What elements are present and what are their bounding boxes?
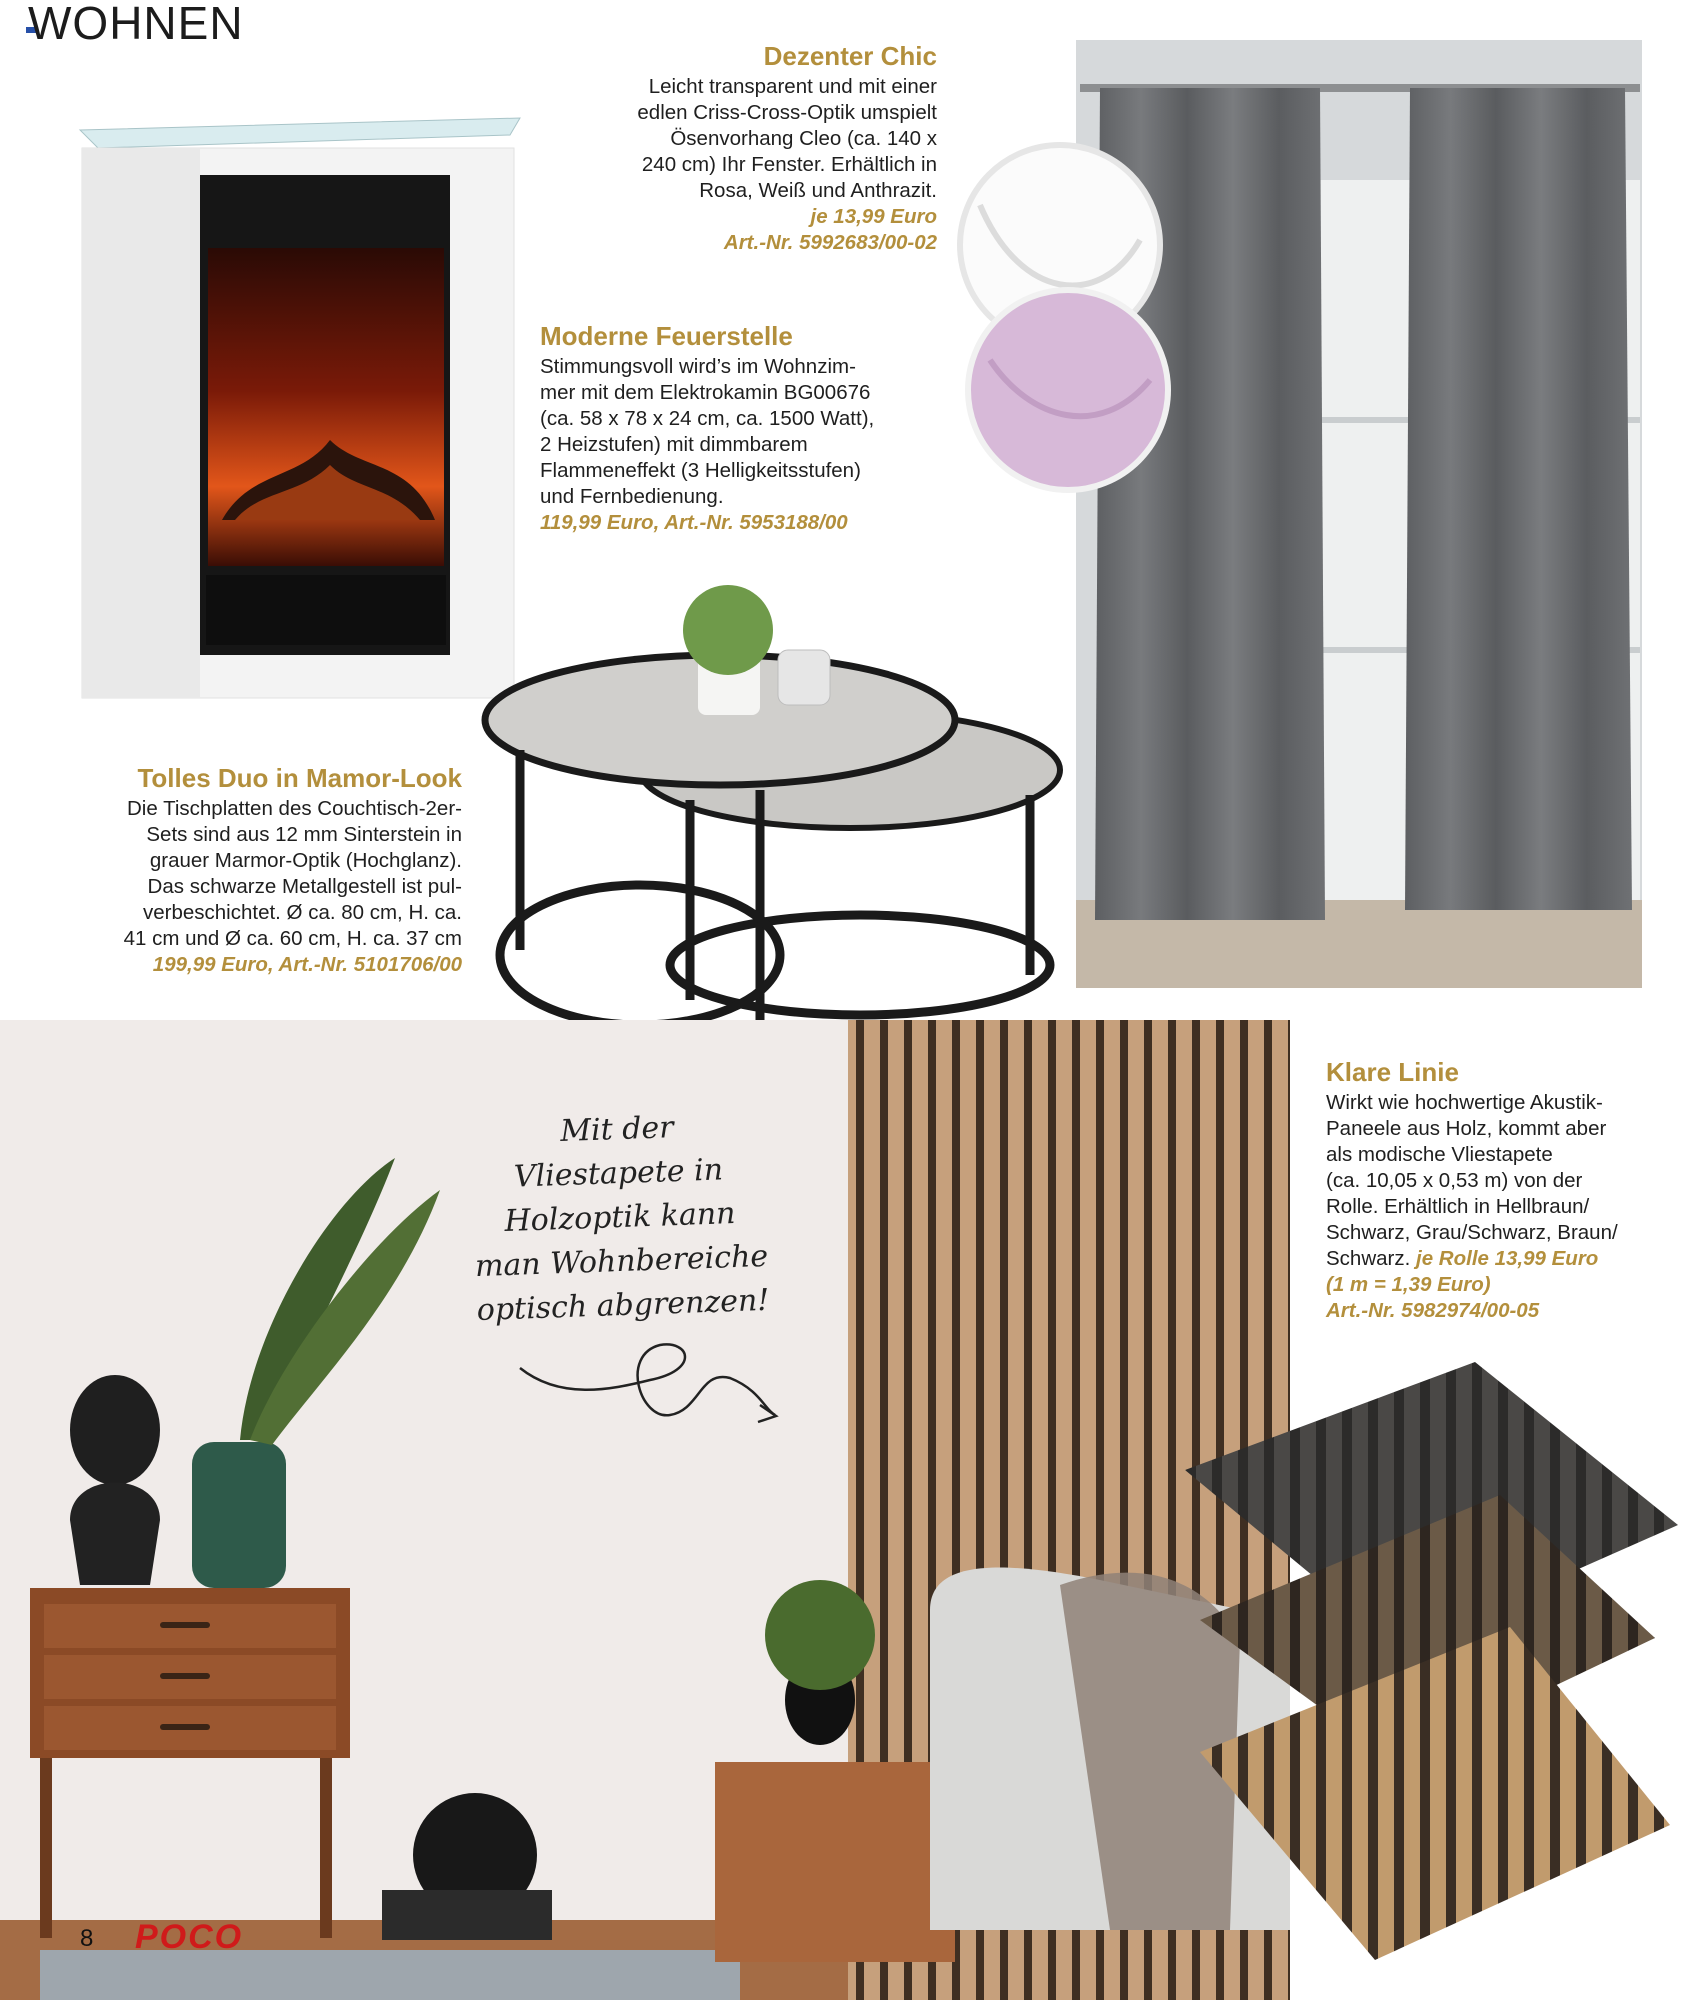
text-line: Flammeneffekt (3 Helligkeitsstufen) [540,459,861,482]
note-line: optisch abgrenzen! [476,1282,770,1329]
page-number: 8 [80,1925,94,1952]
price: je 13,99 Euro [810,205,937,228]
moderne-feuerstelle-block [540,320,960,536]
text-line: Rolle. Erhältlich in Hellbraun/ [1326,1195,1590,1218]
text-line-mixed [1326,1246,1666,1272]
price: 199,99 Euro, Art.-Nr. 5101706/00 [152,953,462,976]
article-number: Art.-Nr. 5982974/00-05 [1326,1299,1540,1322]
klare-linie-block [1326,1056,1666,1324]
text-line: mer mit dem Elektrokamin BG00676 [540,381,871,404]
text-line: verbeschichtet. Ø ca. 80 cm, H. ca. [142,901,462,924]
handwritten-note [451,1102,788,1333]
tolles-duo-block [70,762,462,978]
text-line: (ca. 58 x 78 x 24 cm, ca. 1500 Watt), [540,407,875,430]
block-title: Tolles Duo in Mamor-Look [137,763,462,793]
price: je Rolle 13,99 Euro [1416,1247,1599,1270]
brand-logo: POCO [135,1918,244,1956]
dezenter-chic-block [555,40,937,256]
note-line: Mit der [559,1110,675,1150]
text-line: Schwarz, Grau/Schwarz, Braun/ [1326,1221,1618,1244]
section-title: WOHNEN [28,0,244,49]
article-number: Art.-Nr. 5992683/00-02 [723,231,937,254]
text-line: Das schwarze Metallgestell ist pul- [147,875,462,898]
block-title: Dezenter Chic [763,41,937,71]
note-line: Vliestapete in [513,1152,724,1195]
text-line: 2 Heizstufen) mit dimmbarem [540,433,808,456]
text-line: 240 cm) Ihr Fenster. Erhältlich in [641,153,937,176]
note-line: Holzoptik kann [503,1195,737,1240]
text-fragment: Schwarz. [1326,1247,1411,1270]
text-line: und Fernbedienung. [540,485,724,508]
text-line: edlen Criss-Cross-Optik umspielt [637,101,937,124]
unit-price: (1 m = 1,39 Euro) [1326,1273,1491,1296]
curtain-image [960,40,1642,988]
text-line: 41 cm und Ø ca. 60 cm, H. ca. 37 cm [123,927,462,950]
text-line: grauer Marmor-Optik (Hochglanz). [149,849,462,872]
text-line: Stimmungsvoll wird’s im Wohnzim- [540,355,856,378]
text-line: Rosa, Weiß und Anthrazit. [699,179,937,202]
block-title: Klare Linie [1326,1057,1459,1087]
text-line: Leicht transparent und mit einer [648,75,937,98]
fireplace-image [80,118,520,698]
coffee-tables-image [485,585,1060,1030]
text-line: als modische Vliestapete [1326,1143,1553,1166]
text-line: Paneele aus Holz, kommt aber [1326,1117,1607,1140]
text-line: Sets sind aus 12 mm Sinterstein in [146,823,462,846]
text-line: Ösenvorhang Cleo (ca. 140 x [670,127,937,150]
note-line: man Wohnbereiche [474,1238,769,1285]
block-title: Moderne Feuerstelle [540,321,793,351]
text-line: Die Tischplatten des Couchtisch-2er- [127,797,462,820]
text-line: (ca. 10,05 x 0,53 m) von der [1326,1169,1583,1192]
text-line: Wirkt wie hochwertige Akustik- [1326,1091,1603,1114]
price: 119,99 Euro, Art.-Nr. 5953188/00 [540,511,848,534]
